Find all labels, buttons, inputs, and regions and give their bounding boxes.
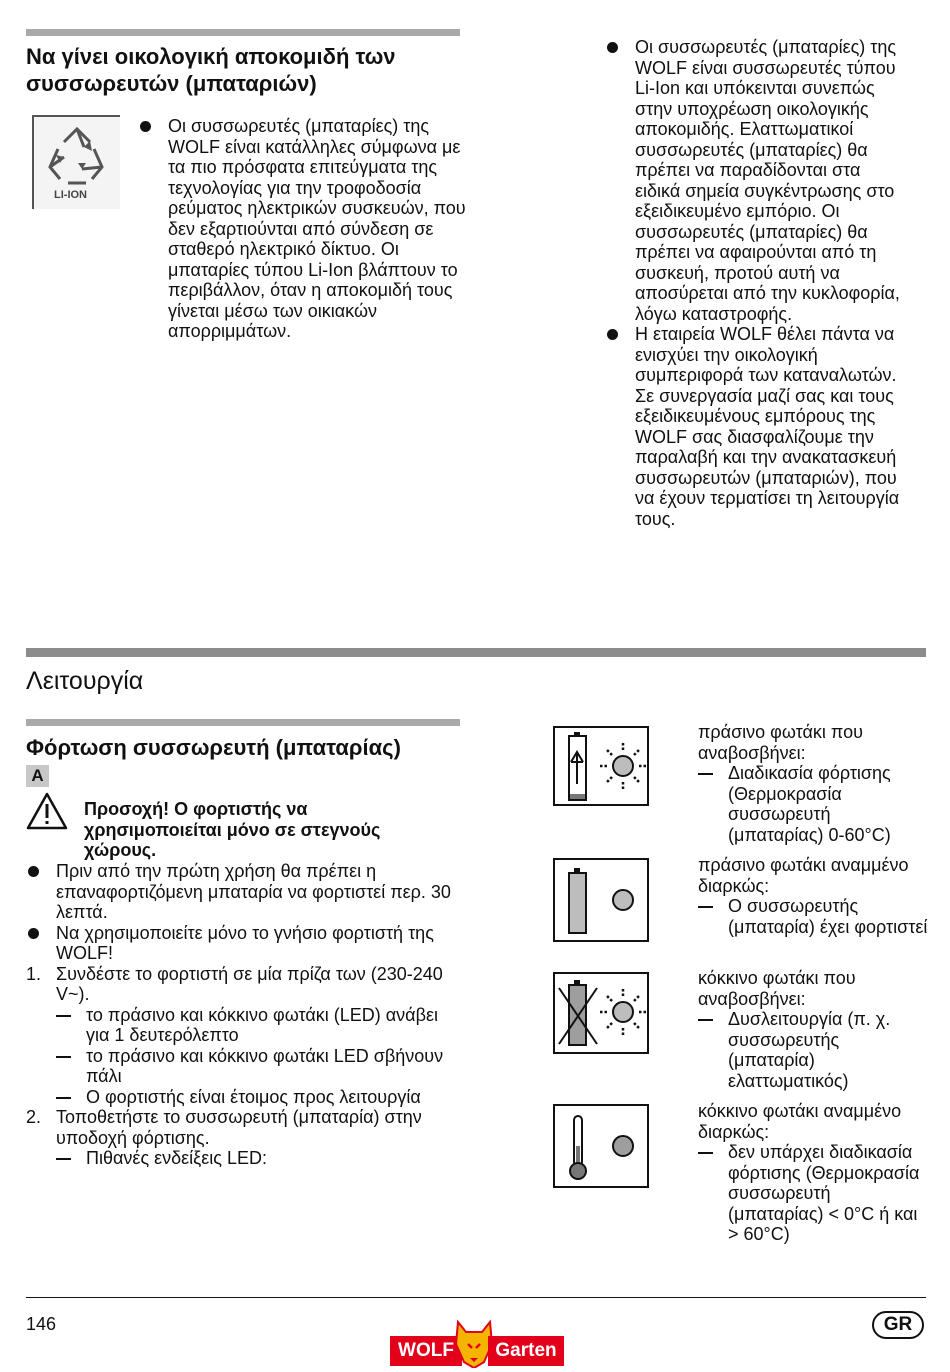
step-2-text: Τοποθετήστε το συσσωρευτή (μπαταρία) στην υποδοχή φόρτισης.: [56, 1107, 422, 1148]
warning-triangle-icon: [26, 792, 68, 830]
led-state-2-title: πράσινο φωτάκι αναμμένο διαρκώς:: [698, 855, 909, 896]
section-bar-top-left: [26, 29, 460, 36]
led-state-3-title: κόκκινο φωτάκι που αναβοσβήνει:: [698, 968, 856, 1009]
step-2-number: 2.: [26, 1107, 42, 1127]
li-ion-recycle-icon: [32, 115, 120, 209]
warning-line1: Προσοχή! Ο φορτιστής να: [84, 799, 308, 819]
led-state-2: [698, 855, 928, 937]
recycle-heading-line2: συσσωρευτών (μπαταριών): [26, 71, 317, 96]
led-state-1-title: πράσινο φωτάκι που αναβοσβήνει:: [698, 722, 863, 763]
page-number: 146: [26, 1314, 57, 1334]
step-2: [26, 1107, 466, 1148]
step-1-text: Συνδέστε το φορτιστή σε μία πρίζα των (230-240 V~).: [56, 963, 443, 1004]
section-bar-operation: [26, 648, 926, 657]
recycle-right-bullet-1: [605, 37, 905, 324]
warning-text: [84, 799, 464, 861]
led-state-1: [698, 722, 928, 845]
charging-bullet-1-text: Πριν από την πρώτη χρήση θα πρέπει η επαναφορτιζόμενη μπαταρία να φορτιστεί περ. 30 λεπτά.: [56, 861, 451, 922]
step-1-dash-2-text: το πράσινο και κόκκινο φωτάκι LED σβήνουν πάλι: [86, 1045, 444, 1086]
led-state-1-icon-box: [553, 726, 649, 806]
led-state-4-dash: [698, 1142, 928, 1245]
charging-instructions: [26, 861, 466, 1169]
led-state-4-icon-box: [553, 1104, 649, 1188]
recycle-right-bullet-2-text: Η εταιρεία WOLF θέλει πάντα να ενισχύει την οικολογική συμπεριφορά των καταναλωτών. Σε συνεργασία μαζί σας και τους εξειδικευμένους εμπόρους της WOLF σας διασφαλίζουμε την παραλαβή και την ανακατασκευή συσσωρευτών (μπαταριών), που να έχουν τερματίσει τη λειτουργία τους.: [635, 324, 900, 529]
logo-left-text: WOLF: [398, 1340, 454, 1361]
led-state-3: [698, 968, 928, 1091]
led-state-2-dash: [698, 896, 928, 937]
blinking-led-icon: [599, 742, 646, 790]
figure-ref-badge: [26, 765, 49, 787]
logo-right-block: [488, 1336, 564, 1366]
charging-bullet-2-text: Να χρησιμοποιείτε μόνο το γνήσιο φορτιστή της WOLF!: [56, 922, 434, 963]
blinking-led-icon: [599, 988, 646, 1036]
country-code-text: GR: [883, 1314, 913, 1335]
warning-line2: χρησιμοποιείται μόνο σε στεγνούς: [84, 819, 381, 840]
recycle-right-bullet-2: [605, 324, 905, 529]
recycle-heading: [26, 43, 466, 97]
section-bar-charging: [26, 719, 460, 726]
step-1-subitems: [26, 1005, 466, 1108]
battery-charging-arrow-icon: [555, 728, 647, 804]
step-2-dash-1-text: Πιθανές ενδείξεις LED:: [86, 1148, 267, 1168]
logo-right-text: Garten: [495, 1340, 557, 1361]
led-state-4-dash-text: δεν υπάρχει διαδικασία φόρτισης (Θερμοκρασία συσσωρευτή (μπαταρίας) < 0°C ή και > 60°C): [728, 1142, 920, 1244]
step-1-dash-3-text: Ο φορτιστής είναι έτοιμος προς λειτουργία: [86, 1086, 421, 1107]
recycle-heading-line1: Να γίνει οικολογική αποκομιδή των: [26, 44, 396, 69]
battery-full-icon: [555, 860, 647, 940]
step-1-dash-2: [56, 1046, 466, 1087]
steady-led-icon: [613, 1136, 633, 1156]
led-state-2-dash-text: Ο συσσωρευτής (μπαταρία) έχει φορτιστεί: [728, 896, 928, 937]
wolf-garten-logo: [390, 1318, 564, 1368]
step-2-subitems: [26, 1148, 466, 1169]
figure-ref-text: A: [31, 766, 44, 785]
step-1-number: 1.: [26, 963, 42, 984]
led-state-1-dash: [698, 763, 928, 845]
step-1-dash-1-text: το πράσινο και κόκκινο φωτάκι (LED) ανάβει για 1 δευτερόλεπτο: [86, 1004, 438, 1045]
step-1-dash-3: [56, 1087, 466, 1108]
li-ion-label: LI-ION: [54, 189, 87, 201]
led-state-4-title: κόκκινο φωτάκι αναμμένο διαρκώς:: [698, 1101, 902, 1142]
step-2-dash-1: [56, 1148, 466, 1169]
step-1: [26, 964, 466, 1005]
led-state-3-icon-box: [553, 972, 649, 1054]
steady-led-icon: [613, 890, 633, 910]
charging-heading: Φόρτωση συσσωρευτή (μπαταρίας): [26, 735, 401, 760]
led-state-3-dash: [698, 1009, 928, 1091]
led-state-2-icon-box: [553, 858, 649, 942]
step-1-dash-1: [56, 1005, 466, 1046]
footer-rule: [26, 1297, 926, 1298]
recycle-left-bullet: [138, 116, 468, 342]
operation-heading: Λειτουργία: [26, 667, 144, 695]
recycle-right-bullet-1-text: Οι συσσωρευτές (μπαταρίες) της WOLF είναι συσσωρευτές τύπου Li-Ion και υπόκεινται συνεπώς στην υποχρέωση οικολογικής αποκομιδής. Ελαττωματικοί συσσωρευτές (μπαταρίες) θα πρέπει να παραδίδονται στα ειδικά σημεία συγκέντρωσης στο εξειδικευμένο εμπόριο. Οι συσσωρευτές (μπαταρίες) θα πρέπει να αφαιρούνται από τη συσκευή, προτού αυτή να αποσύρεται από την κυκλοφορία, λόγω καταστροφής.: [635, 37, 900, 324]
charging-bullet-2: [26, 923, 466, 964]
thermometer-icon: [555, 1106, 647, 1186]
led-state-3-dash-text: Δυσλειτουργία (π. χ. συσσωρευτής (μπαταρία) ελαττωματικός): [728, 1009, 891, 1091]
recycle-right-column: [605, 37, 905, 529]
recycle-left-bullet-text: Οι συσσωρευτές (μπαταρίες) της WOLF είναι κατάλληλες σύμφωνα με τα πιο πρόσφατα επιτεύγματα της τεχνολογίας για την τροφοδοσία ρεύματος ηλεκτρικών συσκευών, που δεν εξαρτιούνται από σύνδεση σε σταθερό ηλεκτρικό δίκτυο. Οι μπαταρίες τύπου Li-Ion βλάπτουν το περιβάλλον, όταν η αποκομιδή τους γίνεται μέσω των οικιακών απορριμμάτων.: [168, 116, 466, 341]
led-state-1-dash-text: Διαδικασία φόρτισης (Θερμοκρασία συσσωρευτή (μπαταρίας) 0-60°C): [728, 763, 891, 845]
warning-line3: χώρους.: [84, 840, 157, 860]
charging-bullet-1: [26, 861, 466, 923]
led-state-4: [698, 1101, 928, 1245]
battery-crossed-icon: [555, 974, 647, 1052]
country-code-badge: [872, 1311, 924, 1339]
